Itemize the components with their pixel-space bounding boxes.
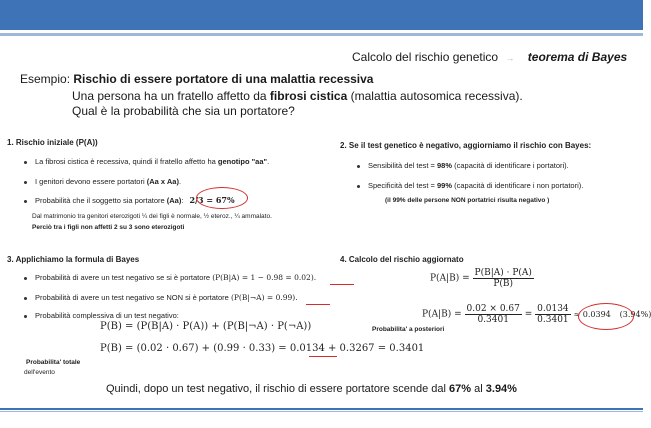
step4-heading: 4. Calcolo del rischio aggiornato — [340, 255, 464, 264]
total-probability-value: 0.3401 — [389, 343, 425, 354]
bullet-icon — [357, 185, 360, 188]
total-probability-calc: P(B) = (0.02 · 0.67) + (0.99 · 0.33) = 0.0134 + 0.3267 = 0.3401 — [100, 343, 425, 354]
step3-heading: 3. Applichiamo la formula di Bayes — [7, 255, 140, 264]
bottom-divider-thin — [0, 411, 643, 412]
step1-heading: 1. Rischio iniziale (P(A)) — [7, 138, 98, 147]
step2-heading: 2. Se il test genetico è negativo, aggiorniamo il rischio con Bayes: — [340, 141, 592, 150]
label-total-2: dell'evento — [24, 369, 55, 376]
highlight-underline — [330, 284, 354, 285]
bullet-icon — [357, 165, 360, 168]
bayes-formula: P(A|B) = $\frac{P(B|A) \cdot P(A)}{P(B)}$ — [430, 268, 532, 289]
bayes-calc: P(A|B) = $\frac{0.02 \times 0.67}{0.3401}$ = $\frac{0.0134}{0.3401}$ ≈ 0.0394 (3.94%) — [422, 304, 651, 325]
highlight-underline — [306, 304, 330, 305]
arrow-icon: → — [505, 53, 515, 63]
step2-note: (il 99% delle persone NON portatrici risulta negativo ) — [385, 197, 550, 204]
top-banner — [0, 0, 643, 30]
bottom-divider — [0, 408, 643, 410]
total-probability-formula: P(B) = (P(B|A) · P(A)) + (P(B|¬A) · P(¬A)) — [100, 321, 312, 332]
step3-bullet-1: Probabilità di avere un test negativo se si è portatore (P(B|A) = 1 − 0.98 = 0.02). — [24, 273, 316, 282]
step3-bullet-2: Probabilità di avere un test negativo se NON si è portatore (P(B|¬A) = 0.99). — [24, 293, 298, 302]
bullet-icon — [24, 297, 27, 300]
specificity-value: 0.99 — [275, 293, 293, 302]
sensitivity-complement: 0.02 — [294, 273, 311, 282]
example-heading: Esempio: Rischio di essere portatore di una malattia recessiva — [20, 72, 374, 86]
label-total: Probabilita' totale — [26, 359, 81, 366]
intro-line-1: Una persona ha un fratello affetto da fibrosi cistica (malattia autosomica recessiva). — [72, 89, 523, 103]
slide-subtitle: teorema di Bayes — [527, 50, 628, 64]
top-divider — [0, 33, 643, 36]
posterior-value: (3.94%) — [619, 310, 651, 319]
prior-value: 2/3 = 67% — [189, 195, 235, 205]
label-posterior: Probabilita' a posteriori — [372, 326, 445, 333]
bullet-icon — [24, 315, 27, 318]
slide-title: Calcolo del rischio genetico → teorema di Bayes — [352, 50, 628, 64]
bullet-icon — [24, 200, 27, 203]
step2-bullet-2: Specificità del test = 99% (capacità di identificare i non portatori). — [357, 181, 583, 190]
step1-bullet-1: La fibrosi cistica è recessiva, quindi il fratello affetto ha genotipo "aa". — [24, 157, 269, 166]
step2-bullet-1: Sensibilità del test = 98% (capacità di identificare i portatori). — [357, 161, 569, 170]
bullet-icon — [24, 181, 27, 184]
step1-bullet-2: I genitori devono essere portatori (Aa x Aa). — [24, 177, 181, 186]
step1-bullet-3: Probabilità che il soggetto sia portatore (Aa): 2/3 = 67% — [24, 195, 235, 205]
intro-line-2: Qual è la probabilità che sia un portatore? — [72, 104, 295, 118]
highlight-ellipse — [578, 303, 634, 330]
step1-note-1: Dal matrimonio tra genitori eterozigoti ¼ dei figli è normale, ½ eteroz., ¼ ammalato. — [32, 213, 272, 220]
step3-bullet-3: Probabilità complessiva di un test negativo: — [24, 311, 179, 320]
conclusion: Quindi, dopo un test negativo, il rischio di essere portatore scende dal 67% al 3.94% — [106, 383, 517, 395]
bullet-icon — [24, 161, 27, 164]
highlight-ellipse — [196, 187, 248, 209]
bullet-icon — [24, 277, 27, 280]
highlight-underline — [309, 356, 337, 357]
step1-note-2: Perciò tra i figli non affetti 2 su 3 sono eterozigoti — [32, 224, 185, 231]
